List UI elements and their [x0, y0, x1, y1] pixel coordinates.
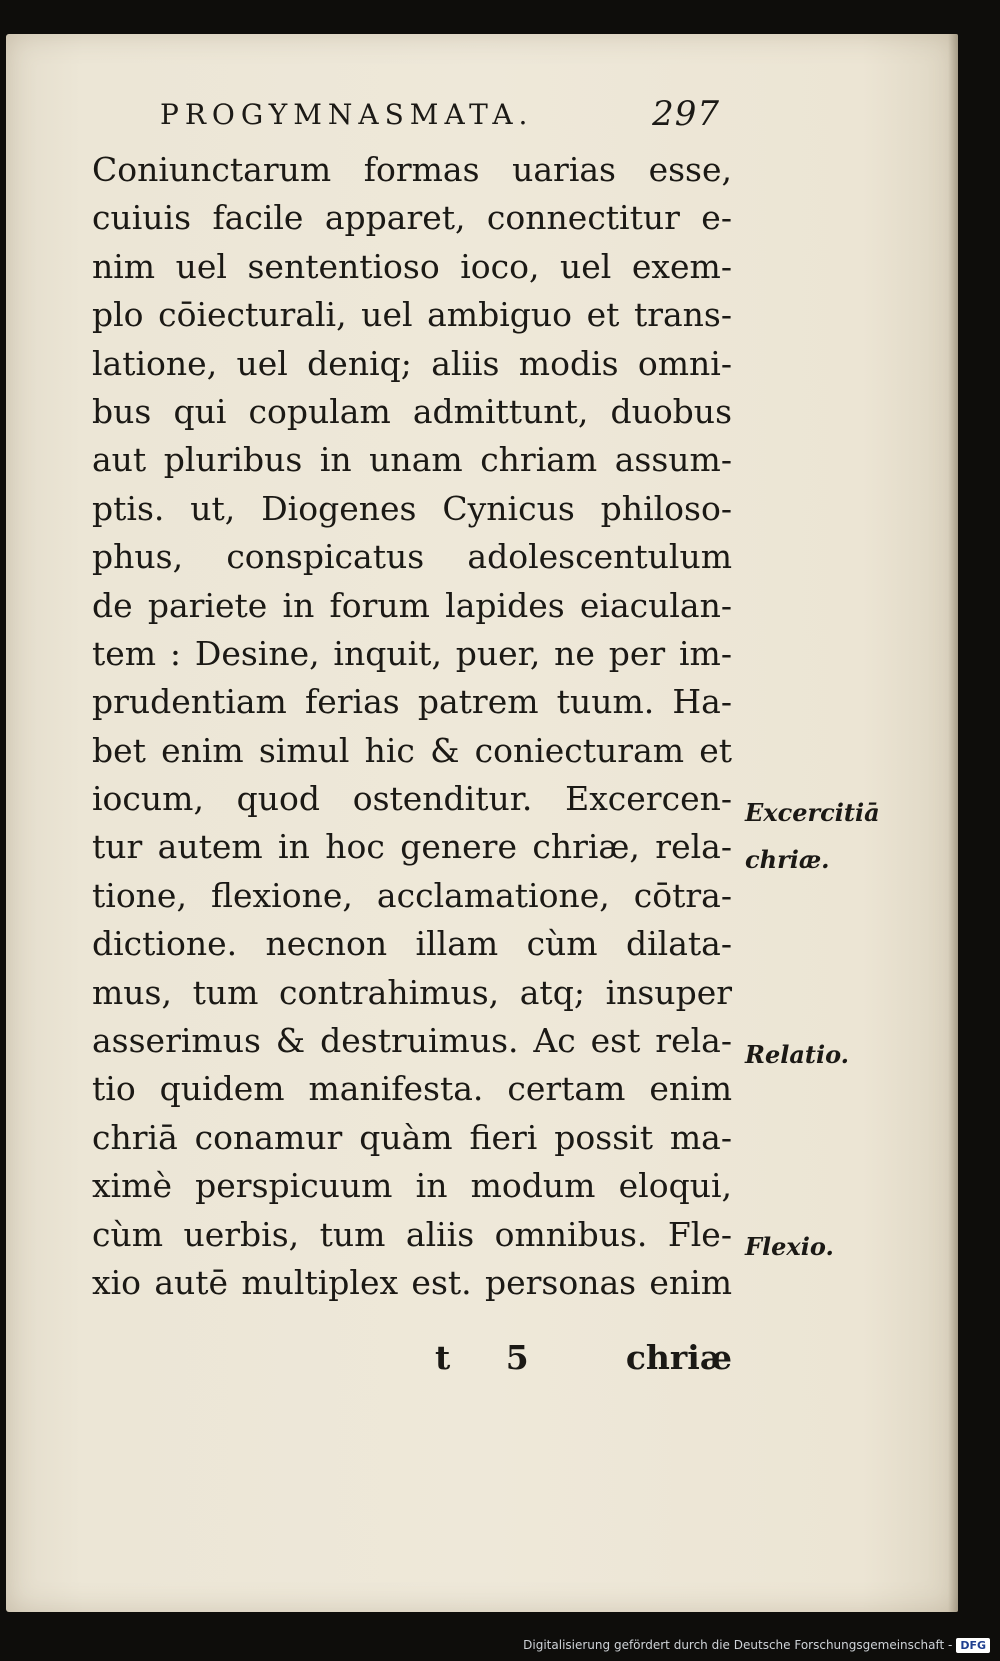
page-number: 297: [652, 94, 720, 134]
text-line: tione, flexione, acclamatione, cōtra-: [92, 875, 732, 915]
dfg-logo: DFG: [956, 1638, 990, 1653]
catchword: chriæ: [625, 1338, 732, 1377]
credit-text: Digitalisierung gefördert durch die Deutsche Forschungsgemeinschaft -: [523, 1638, 953, 1652]
text-line: cuiuis facile apparet, connectitur e-: [92, 198, 732, 238]
text-line: ximè perspicuum in modum eloqui,: [92, 1166, 732, 1206]
text-line: bus qui copulam admittunt, duobus: [92, 391, 732, 431]
page-foot: [60, 1338, 732, 1378]
text-line: tem : Desine, inquit, puer, ne per im-: [92, 633, 732, 673]
running-head: [160, 94, 720, 134]
margin-note-chriae: chriæ.: [745, 845, 830, 874]
text-line: tur autem in hoc genere chriæ, rela-: [92, 827, 732, 867]
text-line: latione, uel deniq; aliis modis omni-: [92, 343, 732, 383]
text-line: chriā conamur quàm fieri possit ma-: [92, 1117, 732, 1157]
text-line: nim uel sententioso ioco, uel exem-: [92, 246, 732, 286]
text-line: bet enim simul hic & coniecturam et: [92, 730, 732, 770]
text-line: cùm uerbis, tum aliis omnibus. Fle-: [92, 1214, 732, 1254]
signature-mark: t 5: [435, 1338, 551, 1377]
text-line: plo cōiecturali, uel ambiguo et trans-: [92, 295, 732, 335]
text-line: aut pluribus in unam chriam assum-: [92, 440, 732, 480]
text-line: asserimus & destruimus. Ac est rela-: [92, 1021, 732, 1061]
text-line: prudentiam ferias patrem tuum. Ha-: [92, 682, 732, 722]
text-line: iocum, quod ostenditur. Excercen-: [92, 779, 732, 819]
text-line: de pariete in forum lapides eiaculan-: [92, 585, 732, 625]
text-line: tio quidem manifesta. certam enim: [92, 1069, 732, 1109]
text-line: Coniunctarum formas uarias esse,: [92, 150, 732, 189]
body-text: [92, 146, 732, 1307]
running-head-title: PROGYMNASMATA.: [160, 98, 534, 131]
text-line: xio autē multiplex est. personas enim: [92, 1262, 732, 1302]
margin-note-flexio: Flexio.: [745, 1232, 834, 1261]
text-line: phus, conspicatus adolescentulum: [92, 537, 732, 577]
text-line: dictione. necnon illam cùm dilata-: [92, 924, 732, 964]
digitization-credit: [523, 1633, 990, 1657]
page-edge-shadow: [948, 34, 958, 1612]
margin-note-relatio: Relatio.: [745, 1040, 850, 1069]
text-line: ptis. ut, Diogenes Cynicus philoso-: [92, 488, 732, 528]
text-line: mus, tum contrahimus, atq; insuper: [92, 972, 732, 1012]
margin-note-excercitia: Excercitiā: [745, 798, 880, 827]
